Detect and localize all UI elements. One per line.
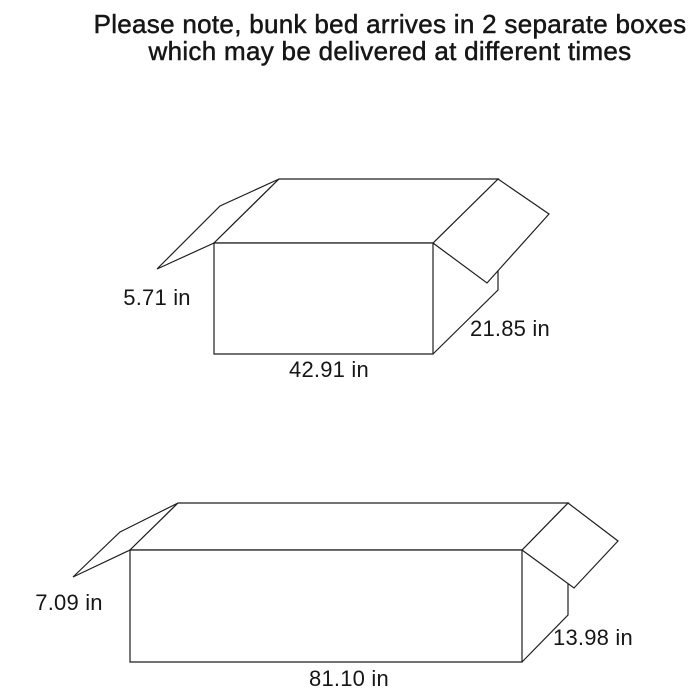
- box-2-height-label: 7.09 in: [35, 590, 103, 615]
- box-2-drawing: [73, 503, 618, 662]
- box-2-front-face: [130, 550, 522, 662]
- box-1-height-label: 5.71 in: [123, 285, 191, 310]
- box-2-top-face: [130, 503, 568, 550]
- delivery-note-line-2: which may be delivered at different times: [148, 36, 632, 66]
- delivery-note-line-1: Please note, bunk bed arrives in 2 separate boxes: [93, 9, 687, 39]
- box-2-depth-label: 13.98 in: [553, 625, 633, 650]
- box-1-width-label: 42.91 in: [289, 357, 369, 382]
- box-2-width-label: 81.10 in: [309, 666, 389, 691]
- box-1-depth-label: 21.85 in: [470, 316, 550, 341]
- box-1-front-face: [214, 243, 433, 354]
